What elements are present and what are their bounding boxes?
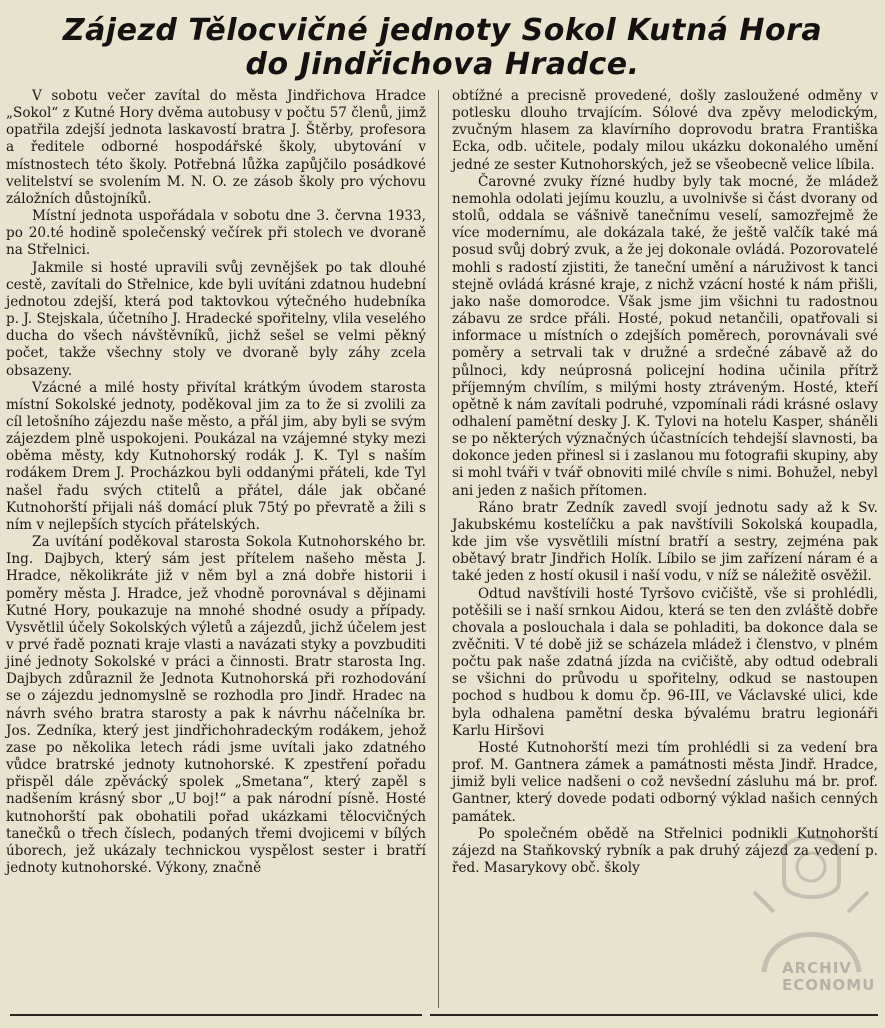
paragraph: V sobotu večer zavítal do města Jindřichova Hradce „Sokol“ z Kutné Hory dvěma autobusy v počtu 57 členů, jimž opatřila zdejší jednota laskavostí bratra J. Štěrby, profesora a ředitele odborné hospodářské školy, ubytování v místnostech této školy. Potřebná lůžka zapůjčilo posádkové velitelství se svolením M. N. O. ze zásob školy pro výchovu záložních důstojníků. [6, 88, 426, 207]
paragraph: Ráno bratr Zedník zavedl svojí jednotu sady až k Sv. Jakubskému kostelíčku a pak navštívili Sokolská koupadla, kde jim vše vysvětlili místní bratří a sestry, zejména pak obětavý bratr Jindřich Holík. Líbilo se jim zařízení náram é a také jeden z hostí okusil i naší vodu, v níž se náležitě osvěžil. [452, 499, 878, 585]
paragraph: Po společném obědě na Střelnici podnikli Kutnohorští zájezd na Staňkovský rybník a pak druhý zájezd za vedení p. řed. Masarykovy obč. školy [452, 825, 878, 877]
archive-watermark-text: ARCHIV ECONOMU [782, 959, 876, 994]
article-title-line-1: Zájezd Tělocvičné jednoty Sokol Kutná Hora [62, 13, 823, 48]
paragraph: Čarovné zvuky řízné hudby byly tak mocné, že mládež nemohla odolati jejímu kouzlu, a uvolnivše si část dvorany od stolů, oddala se vášnivě tanečnímu veselí, samozřejmě že více modernímu, ale dokázala také, že ještě valčík také má posud svůj dobrý zvuk, a že jej dokonale ovládá. Pozorovatelé mohli s radostí zjistiti, že taneční umění a náruživost k tanci stejně ovládá krásné kraje, z nichž vzácní hosté k nám přišli, jako naše domorodce. Však jsme jim všichni tu radostnou zábavu ze srdce přáli. Hosté, pokud netančili, opatřovali si informace u místních o zdejších poměrech, porovnávali své poměry a setrvali tak v družné a srdečné zábavě až do půlnoci, kdy neúprosná policejní hodina učinila přítrž příjemným chvílím, s milými hosty ztráveným. Hosté, kteří opětně k nám zavítali podruhé, vzpomínali rádi krásné oslavy odhalení pamětní desky J. K. Tylovi na hotelu Kasper, sháněli se po některých význačných účastnících tehdejší slavnosti, ba dokonce jeden přinesl si i zaslanou mu fotografii skupiny, aby si mohl tváři v tvář obnoviti milé chvíle s nimi. Bohužel, nebyl ani jeden z našich přítomen. [452, 173, 878, 499]
article-title-line-2: do Jindřichova Hradce. [245, 47, 640, 82]
paragraph: Za uvítání poděkoval starosta Sokola Kutnohorského br. Ing. Dajbych, který sám jest přítelem našeho města J. Hradce, několikráte již v něm byl a zná dobře historii i poměry města J. Hradce, jež vhodně porovnával s dějinami Kutné Hory, poukazuje na mnohé shodné osudy a případy. Vysvětlil účely Sokolských výletů a zájezdů, jichž účelem jest v prvé řadě poznati kraje vlasti a navázati styky a povzbuditi jiné jednoty Sokolské v práci a činnosti. Bratr starosta Ing. Dajbych zdůraznil že Jednota Kutnohorská při rozhodování se o zájezdu jednomyslně se rozhodla pro Jindř. Hradec na návrh svého bratra starosty a pak k návrhu náčelníka br. Jos. Zedníka, který jest jindřichohradeckým rodákem, jehož zase po několika letech rádi jsme uvítali jako zdatného vůdce bratrské jednoty kutnohorské. K zpestření pořadu přispěl dále zpěvácký spolek „Smetana“, který zapěl s nadšením krásný sbor „U boj!“ a pak národní písně. Hosté kutnohorští pak obohatili pořad ukázkami tělocvičných tanečků o třech číslech, podaných třemi dvojicemi v bílých úborech, jež ukázaly technickou vyspělost sester i bratří jednoty kutnohorské. Výkony, značně [6, 534, 426, 877]
bottom-rule-left [10, 1014, 422, 1016]
left-column [6, 88, 426, 877]
article-title [0, 14, 885, 82]
paragraph: Vzácné a milé hosty přivítal krátkým úvodem starosta místní Sokolské jednoty, poděkoval jim za to že si zvolili za cíl letošního zájezdu naše město, a přál jim, aby byli se svým zájezdem plně uspokojeni. Poukázal na vzájemné styky mezi oběma městy, kdy Kutnohorský rodák J. K. Tyl s naším rodákem Drem J. Procházkou byli oddanými přáteli, kde Tyl našel řadu svých ctitelů a přátel, dále jak občané Kutnohorští přijali náš domácí pluk 75tý po převratě a žili s ním v nejlepších stycích přátelských. [6, 379, 426, 533]
paragraph: Odtud navštívili hosté Tyršovo cvičiště, vše si prohlédli, potěšili se i naší srnkou Aidou, která se ten den zvláště dobře chovala a poslouchala i dala se pohladiti, ba dokonce dala se zvěčniti. V té době již se scházela mládež i členstvo, v plném počtu pak naše zdatná jízda na cvičiště, aby odtud odebrali se všichni do průvodu u spořitelny, odkud se nastoupen pochod s hudbou k domu čp. 96-III, ve Václavské ulici, kde byla odhalena pamětní deska bývalému bratru legionáři Karlu Hiršovi [452, 585, 878, 739]
paragraph: Jakmile si hosté upravili svůj zevnějšek po tak dlouhé cestě, zavítali do Střelnice, kde byli uvítáni zdatnou hudební jednotou zdejší, která pod taktovkou výtečného hudebníka p. J. Stejskala, účetního J. Hradecké spořitelny, vlila veselého ducha do všech návštěvníků, jichž sešel se velmi pěkný počet, takže všechny stoly ve dvoraně byly záhy zcela obsazeny. [6, 259, 426, 379]
paragraph: Hosté Kutnohorští mezi tím prohlédli si za vedení bra prof. M. Gantnera zámek a památnosti města Jindř. Hradce, jimiž byli velice nadšeni o což nevšední zásluhu má br. prof. Gantner, který dovede podati odborný výklad našich cenných památek. [452, 739, 878, 825]
paragraph: Místní jednota uspořádala v sobotu dne 3. června 1933, po 20.té hodině společenský večírek při stolech ve dvoraně na Střelnici. [6, 208, 426, 259]
right-column [452, 88, 878, 877]
paragraph: obtížné a precisně provedené, došly zasloužené odměny v potlesku dlouho trvajícím. Sólové dva zpěvy melodickým, zvučným hlasem za klavírního doprovodu bratra Františka Ecka, odb. učitele, podaly milou ukázku dokonalého umění jedné ze sester Kutnohorských, jež se všeobecně velice líbila. [452, 88, 878, 173]
column-divider [438, 90, 439, 1008]
